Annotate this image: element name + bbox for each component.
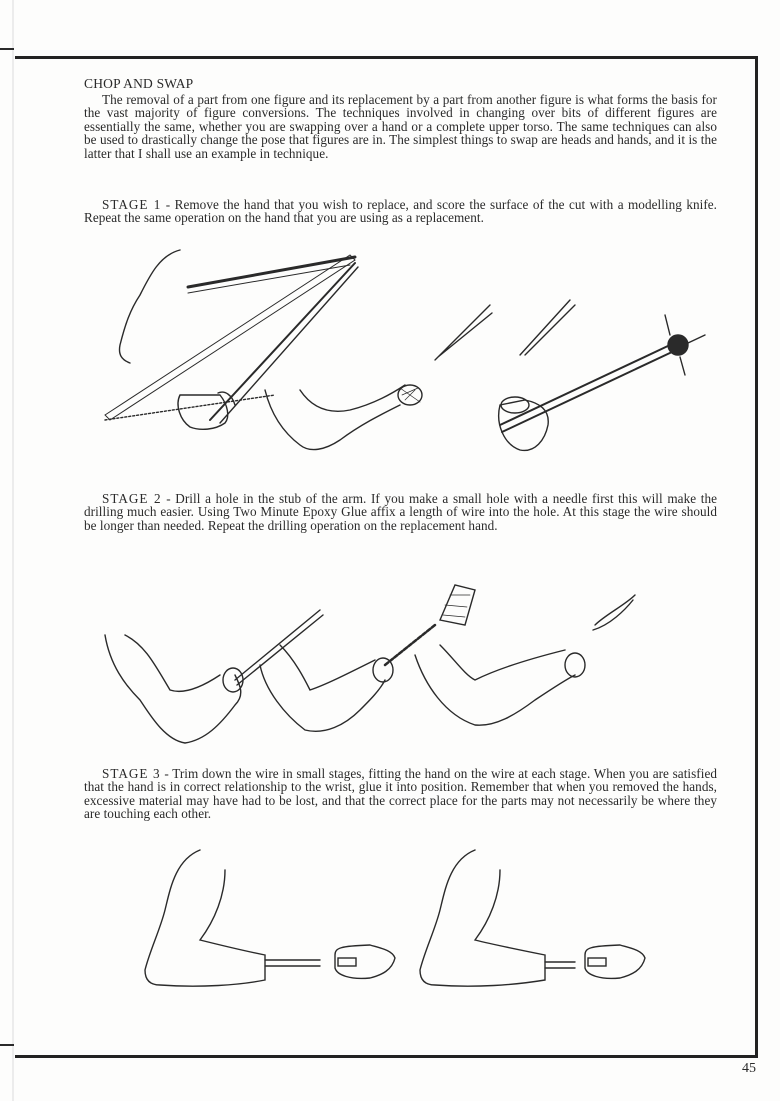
section-heading: CHOP AND SWAP (84, 76, 194, 91)
page-binding-edge (12, 0, 14, 1101)
stage-2-text: - Drill a hole in the stub of the arm. If you make a small hole with a needle first this will make the drilling much easier. Using Two Minute Epoxy Glue affix a length of wire into the hole. At this stage the wire should be longer than needed. Repeat the drilling operation on the replacement hand. (84, 491, 717, 533)
stage-1-label: STAGE 1 (102, 197, 162, 212)
margin-mark (0, 48, 14, 50)
arm-with-drill-sketch (105, 610, 323, 743)
stage-1-paragraph (84, 198, 717, 225)
intro-paragraph (84, 93, 717, 160)
page-number: 45 (742, 1061, 756, 1076)
intro-text: The removal of a part from one figure and its replacement by a part from another figure is what forms the basis for the vast majority of figure conversions. The techniques involved in changing over bits of different figures are essentially the same, whether you are swapping over a hand or a complete upper torso. The same techniques can also be used to drastically change the pose that figures are in. The simplest things to swap are heads and hands, and it is the latter that I shall use an example in technique. (84, 92, 717, 161)
arm-with-hand-drill-sketch (415, 585, 635, 725)
arm-with-wire-sketch (260, 625, 435, 731)
stage-3-illustration (130, 840, 690, 1000)
severed-arm-sketch (265, 305, 492, 450)
mace-hand-sketch (499, 300, 705, 450)
margin-mark (0, 1044, 14, 1046)
stage-3-label: STAGE 3 (102, 766, 161, 781)
stage-3-paragraph (84, 767, 717, 821)
stage-2-label: STAGE 2 (102, 491, 162, 506)
stage-2-paragraph (84, 492, 717, 532)
stage-3-text: - Trim down the wire in small stages, fitting the hand on the wire at each stage. When you are satisfied that the hand is in correct relationship to the wrist, glue it into position. Remember that when you removed the hands, excessive material may have had to be lost, and that the correct place for the parts may not necessarily be where they are touching each other. (84, 766, 718, 822)
arm-with-short-wire-sketch (420, 850, 645, 986)
saw-arm-sketch (105, 250, 358, 429)
stage-2-illustration (95, 565, 655, 750)
stage-1-illustration (100, 245, 720, 475)
arm-with-long-wire-sketch (145, 850, 395, 986)
stage-1-text: - Remove the hand that you wish to replace, and score the surface of the cut with a modelling knife. Repeat the same operation on the hand that you are using as a replacement. (84, 197, 718, 226)
